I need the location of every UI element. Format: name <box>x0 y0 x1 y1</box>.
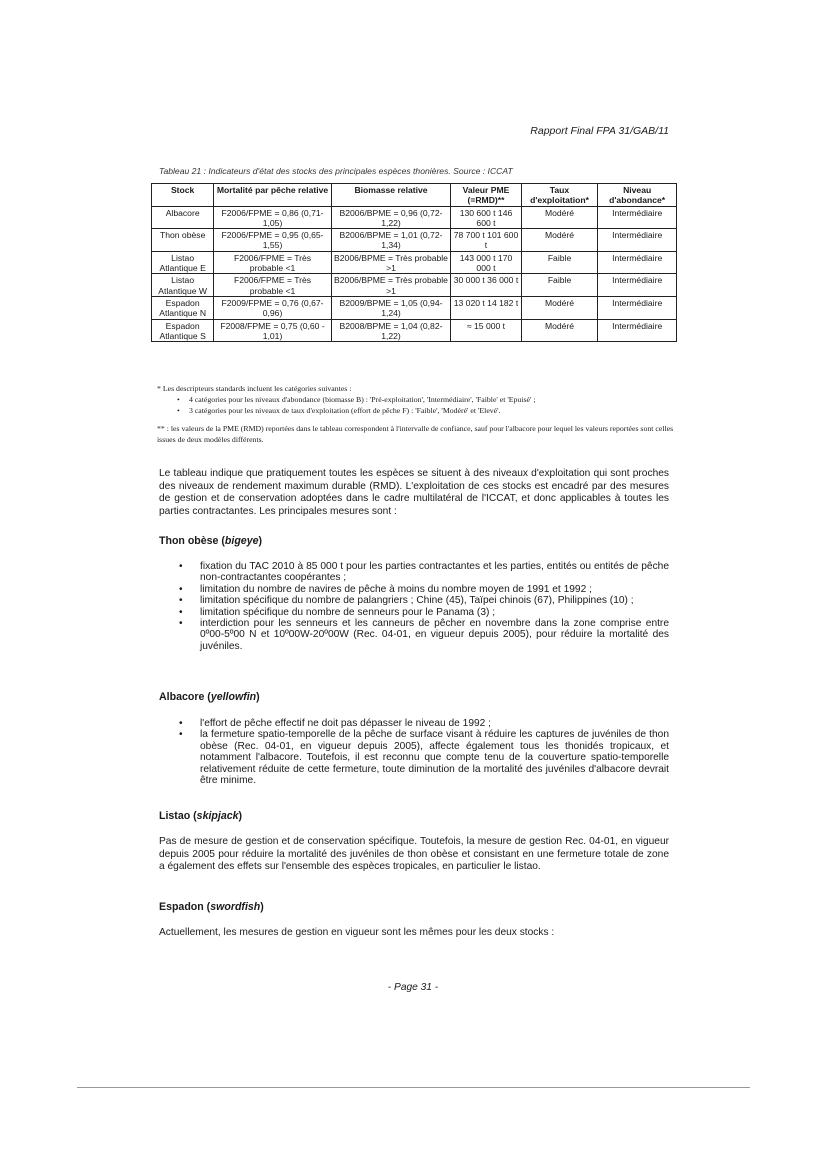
cell-biomass: B2006/BPME = 0,96 (0,72-1,22) <box>331 206 451 229</box>
list-item: • interdiction pour les senneurs et les canneurs de pêcher en novembre dans la zone comprise entre 0º00-5º00 N et 10º00W-20º00W (Rec. 04-01, en vigueur depuis 2005), pour réduire la mortalité des juvéniles. <box>159 618 669 652</box>
bigeye-measures-list <box>159 561 669 652</box>
header-exploitation-rate: Taux d'exploitation* <box>521 184 598 207</box>
header-biomass: Biomasse relative <box>331 184 451 207</box>
swordfish-paragraph: Actuellement, les mesures de gestion en vigueur sont les mêmes pour les deux stocks : <box>159 927 555 938</box>
footnote-bullet: • 3 catégories pour les niveaux de taux d'exploitation (effort de pêche F) : 'Faible', 'Modéré' et 'Elevé'. <box>189 405 677 416</box>
list-item: • la fermeture spatio-temporelle de la pêche de surface visant à réduire les captures de juvéniles de thon obèse (Rec. 04-01, en vigueur depuis 2005), affecte également tous les thonidés tropicaux, et notamment l'albacore. Toutefois, il est reconnu que compte tenu de la couverture spatio-temporelle relativement réduite de cette fermeture, toute diminution de la mortalité des juvéniles d'albacore devrait être minime. <box>159 729 669 786</box>
section-title-close: ) <box>238 810 243 822</box>
section-title-yellowfin <box>159 691 260 703</box>
section-title-english: yellowfin <box>210 691 257 703</box>
list-item: • limitation du nombre de navires de pêche à moins du nombre moyen de 1991 et 1992 ; <box>159 584 669 595</box>
list-item: • limitation spécifique du nombre de palangriers ; Chine (45), Taïpei chinois (67), Philippines (10) ; <box>159 595 669 606</box>
intro-paragraph: Le tableau indique que pratiquement toutes les espèces se situent à des niveaux d'exploitation qui sont proches des niveaux de rendement maximum durable (RMD). L'exploitation de ces stocks est encadré par des mesures de gestion et de conservation adoptées dans le cadre multilatéral de l'ICCAT, et donc applicables à toutes les parties contractantes. Les principales mesures sont : <box>159 468 669 517</box>
section-title-skipjack <box>159 810 242 822</box>
section-title-text: Thon obèse ( <box>159 535 225 547</box>
stock-status-table <box>151 183 677 342</box>
cell-mortality: F2006/FPME = 0,95 (0,65-1,55) <box>214 229 331 252</box>
cell-mortality: F2008/FPME = 0,75 (0,60 - 1,01) <box>214 319 331 342</box>
table-row <box>152 319 677 342</box>
cell-exploitation-rate: Faible <box>521 274 598 297</box>
cell-exploitation-rate: Faible <box>521 251 598 274</box>
header-pme: Valeur PME (=RMD)** <box>451 184 521 207</box>
cell-abundance: Intermédiaire <box>598 274 677 297</box>
footnote-star: * Les descripteurs standards incluent les catégories suivantes : <box>157 384 352 393</box>
cell-stock: Espadon Atlantique S <box>152 319 214 342</box>
cell-pme: 130 600 t 146 600 t <box>451 206 521 229</box>
table-row <box>152 296 677 319</box>
cell-abundance: Intermédiaire <box>598 206 677 229</box>
cell-abundance: Intermédiaire <box>598 229 677 252</box>
bottom-divider <box>77 1087 750 1088</box>
table-row <box>152 206 677 229</box>
cell-pme: 78 700 t 101 600 t <box>451 229 521 252</box>
cell-biomass: B2009/BPME = 1,05 (0,94-1,24) <box>331 296 451 319</box>
cell-biomass: B2006/BPME = Très probable >1 <box>331 251 451 274</box>
cell-mortality: F2006/FPME = 0,86 (0,71-1,05) <box>214 206 331 229</box>
page-number: - Page 31 - <box>387 982 439 993</box>
cell-mortality: F2006/FPME = Très probable <1 <box>214 251 331 274</box>
section-title-english: swordfish <box>210 901 261 913</box>
cell-pme: 143 000 t 170 000 t <box>451 251 521 274</box>
cell-stock: Listao Atlantique W <box>152 274 214 297</box>
header-abundance: Niveau d'abondance* <box>598 184 677 207</box>
cell-mortality: F2006/FPME = Très probable <1 <box>214 274 331 297</box>
list-item: • limitation spécifique du nombre de senneurs pour le Panama (3) ; <box>159 607 669 618</box>
section-title-close: ) <box>256 691 260 703</box>
section-title-english: bigeye <box>224 535 259 547</box>
cell-abundance: Intermédiaire <box>598 319 677 342</box>
cell-stock: Thon obèse <box>152 229 214 252</box>
cell-biomass: B2008/BPME = 1,04 (0,82-1,22) <box>331 319 451 342</box>
cell-biomass: B2006/BPME = Très probable >1 <box>331 274 451 297</box>
table-row <box>152 274 677 297</box>
table-header-row <box>152 184 677 207</box>
table-row <box>152 251 677 274</box>
section-title-text: Espadon ( <box>159 901 211 913</box>
report-reference: Rapport Final FPA 31/GAB/11 <box>530 125 669 137</box>
section-title-text: Listao ( <box>159 810 197 822</box>
section-title-close: ) <box>260 901 264 913</box>
header-stock: Stock <box>152 184 214 207</box>
cell-stock: Listao Atlantique E <box>152 251 214 274</box>
cell-abundance: Intermédiaire <box>598 251 677 274</box>
section-title-text: Albacore ( <box>159 691 211 703</box>
header-mortality: Mortalité par pêche relative <box>214 184 331 207</box>
list-item: • l'effort de pêche effectif ne doit pas dépasser le niveau de 1992 ; <box>159 718 669 729</box>
cell-exploitation-rate: Modéré <box>521 319 598 342</box>
section-title-close: ) <box>258 535 263 547</box>
list-item: • fixation du TAC 2010 à 85 000 t pour les parties contractantes et les parties, entités ou entités de pêche non-contractantes coopérantes ; <box>159 561 669 584</box>
table-footnotes <box>157 383 677 445</box>
footnote-double-star: ** : les valeurs de la PME (RMD) reportées dans le tableau correspondent à l'intervalle de confiance, sauf pour l'albacore pour lequel les valeurs reportées sont celles issues de deux modèles différents. <box>157 424 674 444</box>
cell-pme: ≈ 15 000 t <box>451 319 521 342</box>
cell-abundance: Intermédiaire <box>598 296 677 319</box>
cell-biomass: B2006/BPME = 1,01 (0,72-1,34) <box>331 229 451 252</box>
cell-pme: 30 000 t 36 000 t <box>451 274 521 297</box>
cell-exploitation-rate: Modéré <box>521 206 598 229</box>
cell-exploitation-rate: Modéré <box>521 296 598 319</box>
cell-mortality: F2009/FPME = 0,76 (0,67-0,96) <box>214 296 331 319</box>
footnote-bullet-list <box>157 394 677 416</box>
section-title-bigeye <box>159 535 262 547</box>
footnote-bullet: • 4 catégories pour les niveaux d'abondance (biomasse B) : 'Pré-exploitation', 'Intermédiaire', 'Faible' et 'Epuisé' ; <box>189 394 677 405</box>
skipjack-paragraph: Pas de mesure de gestion et de conservation spécifique. Toutefois, la mesure de gestion Rec. 04-01, en vigueur depuis 2005 pour réduire la mortalité des juvéniles de thon obèse et consistant en une fermeture totale de zone a également des effets sur l'ensemble des espèces tropicales, en particulier le listao. <box>159 836 669 873</box>
cell-pme: 13 020 t 14 182 t <box>451 296 521 319</box>
cell-stock: Espadon Atlantique N <box>152 296 214 319</box>
cell-exploitation-rate: Modéré <box>521 229 598 252</box>
cell-stock: Albacore <box>152 206 214 229</box>
yellowfin-measures-list <box>159 718 669 786</box>
section-title-swordfish <box>159 901 264 913</box>
section-title-english: skipjack <box>196 810 239 822</box>
table-row <box>152 229 677 252</box>
table-caption: Tableau 21 : Indicateurs d'état des stocks des principales espèces thonières. Source : ICCAT <box>159 166 513 176</box>
